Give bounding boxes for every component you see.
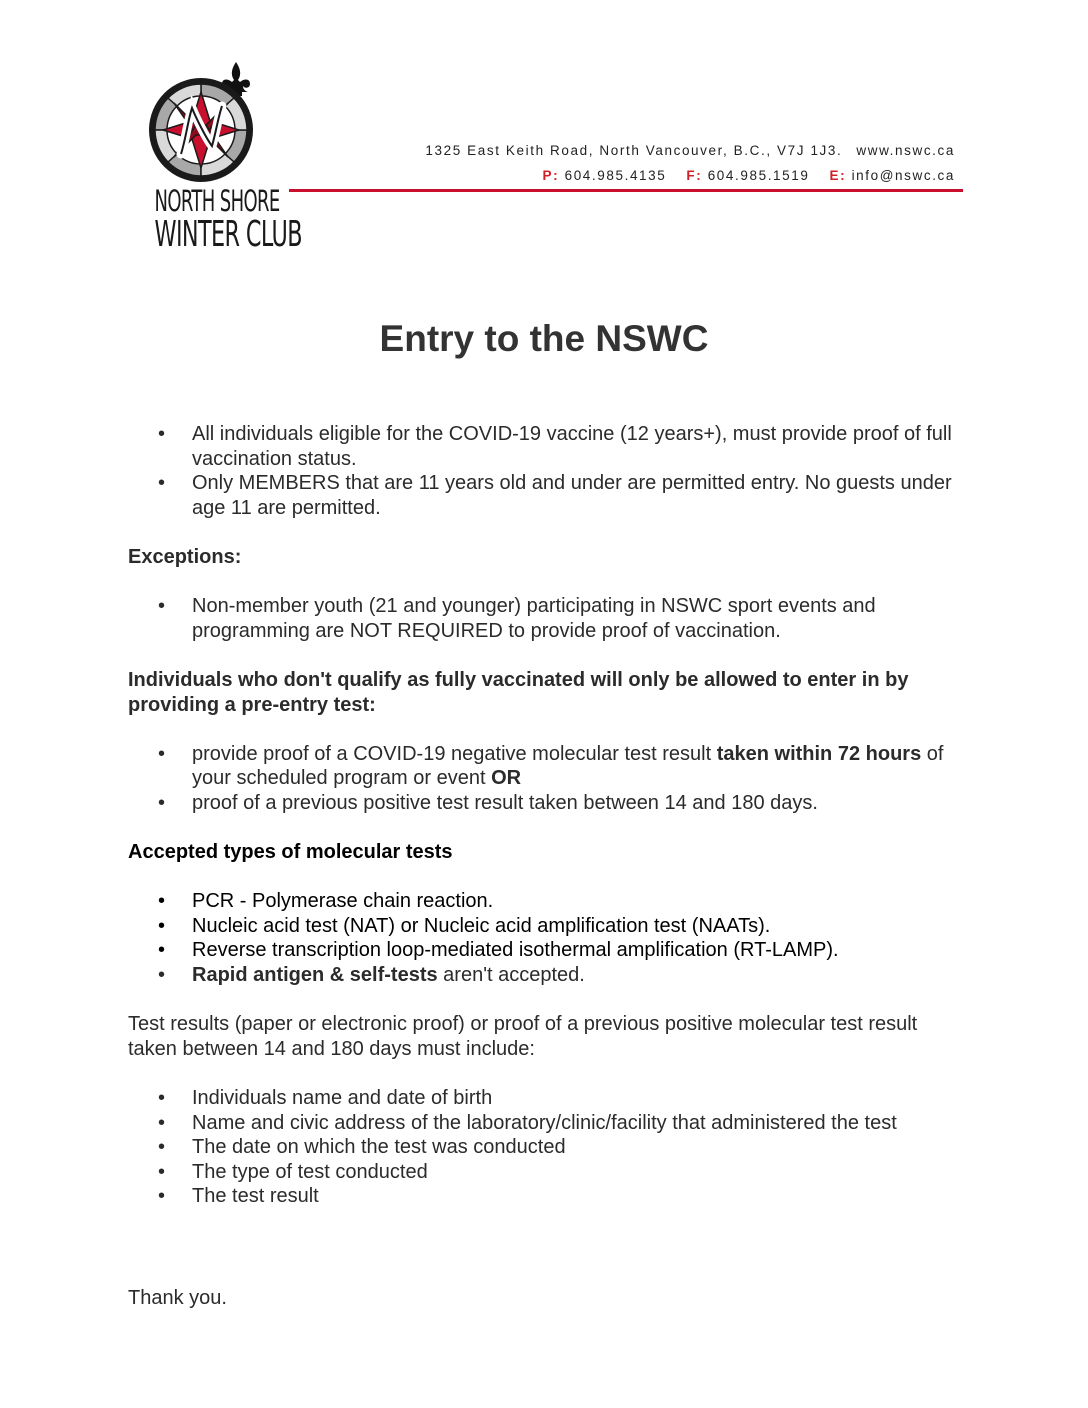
fax-label: F: bbox=[686, 168, 703, 183]
list-item: • The test result bbox=[158, 1185, 319, 1208]
street-address: 1325 East Keith Road, North Vancouver, B.C., V7J 1J3. bbox=[425, 143, 843, 158]
main-content bbox=[128, 422, 958, 1209]
compass-emblem-icon bbox=[126, 58, 276, 188]
fax-number: 604.985.1519 bbox=[707, 168, 810, 183]
bullet-icon: • bbox=[158, 1136, 166, 1159]
bullet-icon: • bbox=[158, 914, 166, 937]
bullet-icon: • bbox=[158, 964, 166, 987]
list-item: • provide proof of a COVID-19 negative molecular test result taken within 72 hours of your scheduled program or event OR bbox=[158, 742, 944, 790]
bullet-icon: • bbox=[158, 939, 166, 962]
logo-wordmark-line2: WINTER CLUB bbox=[154, 214, 302, 255]
email-address[interactable]: info@nswc.ca bbox=[851, 168, 955, 183]
bullet-icon: • bbox=[158, 1087, 166, 1110]
page-title: Entry to the NSWC bbox=[379, 318, 709, 359]
closing-text: Thank you. bbox=[128, 1287, 227, 1309]
pre-entry-list bbox=[128, 742, 958, 816]
bullet-icon: • bbox=[158, 791, 166, 814]
bullet-icon: • bbox=[158, 423, 166, 445]
list-item: • proof of a previous positive test result taken between 14 and 180 days. bbox=[158, 791, 818, 814]
bullet-icon: • bbox=[158, 1160, 166, 1183]
letterhead-divider bbox=[289, 189, 963, 192]
list-item: • Only MEMBERS that are 11 years old and under are permitted entry. No guests under age 11 are permitted. bbox=[158, 472, 952, 519]
bullet-icon: • bbox=[158, 1185, 166, 1208]
website-link[interactable]: www.nswc.ca bbox=[856, 143, 955, 158]
phone-label: P: bbox=[542, 168, 560, 183]
exceptions-heading: Exceptions: bbox=[128, 545, 242, 568]
tests-heading: Accepted types of molecular tests bbox=[128, 841, 453, 864]
list-item: • Name and civic address of the laboratory/clinic/facility that administered the test bbox=[158, 1111, 897, 1134]
tests-list bbox=[128, 889, 958, 987]
phone-number: 604.985.4135 bbox=[564, 168, 667, 183]
club-logo bbox=[126, 58, 302, 255]
list-item: • PCR - Polymerase chain reaction. bbox=[158, 890, 494, 913]
bullet-icon: • bbox=[158, 472, 166, 495]
email-label: E: bbox=[829, 168, 847, 183]
list-item: • The type of test conducted bbox=[158, 1160, 428, 1183]
list-item: • All individuals eligible for the COVID-19 vaccine (12 years+), must provide proof of full vaccination status. bbox=[158, 423, 952, 470]
bullet-icon: • bbox=[158, 890, 166, 913]
pre-entry-heading: Individuals who don't qualify as fully vaccinated will only be allowed to enter in by providing a pre-entry test: bbox=[128, 668, 909, 716]
list-item: • Non-member youth (21 and younger) participating in NSWC sport events and programming are NOT REQUIRED to provide proof of vaccination. bbox=[158, 595, 876, 642]
address-line bbox=[425, 143, 955, 158]
bullet-icon: • bbox=[158, 742, 166, 765]
list-item: • Individuals name and date of birth bbox=[158, 1087, 493, 1110]
list-item: • Rapid antigen & self-tests aren't accepted. bbox=[158, 964, 585, 987]
exceptions-list bbox=[128, 594, 958, 643]
bullet-icon: • bbox=[158, 595, 166, 618]
logo-wordmark-line1: NORTH SHORE bbox=[154, 184, 280, 218]
list-item: • Reverse transcription loop-mediated isothermal amplification (RT-LAMP). bbox=[158, 939, 839, 962]
intro-list bbox=[128, 422, 958, 520]
results-intro: Test results (paper or electronic proof) or proof of a previous positive molecular test result taken between 14 and 180 days must include: bbox=[128, 1013, 918, 1060]
list-item: • Nucleic acid test (NAT) or Nucleic acid amplification test (NAATs). bbox=[158, 914, 771, 937]
list-item: • The date on which the test was conducted bbox=[158, 1136, 566, 1159]
results-list bbox=[128, 1086, 958, 1209]
contact-line bbox=[543, 168, 955, 183]
bullet-icon: • bbox=[158, 1111, 166, 1134]
